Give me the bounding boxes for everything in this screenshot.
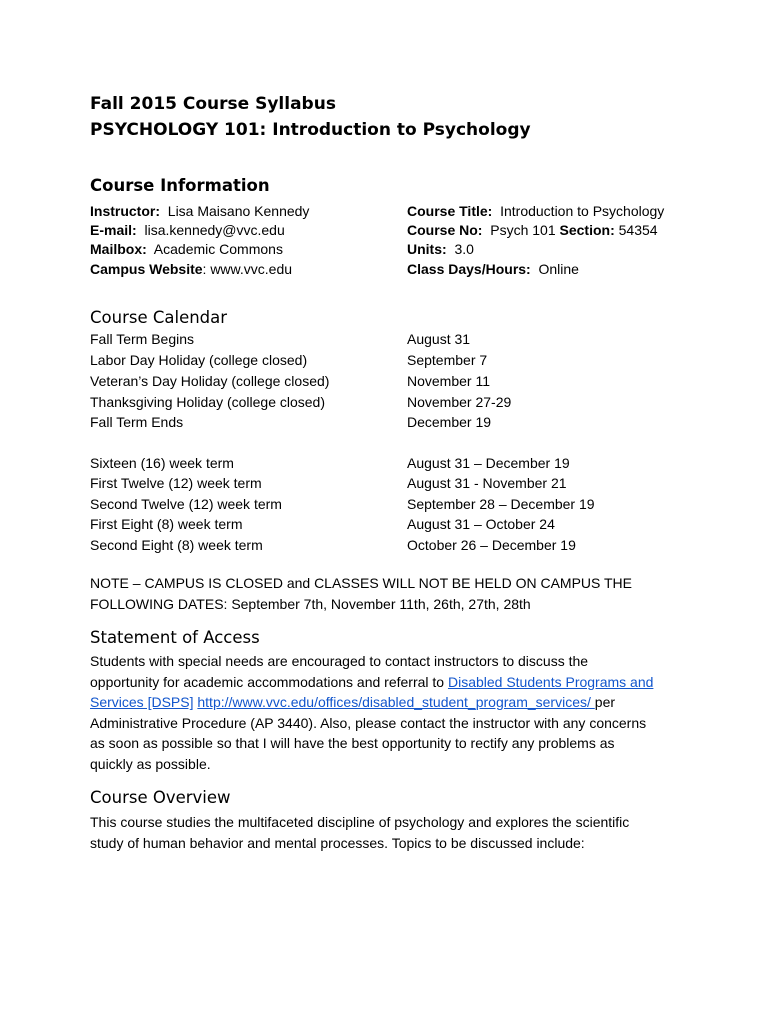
calendar-event-date: November 11 xyxy=(407,373,491,389)
access-line: Students with special needs are encouraged to contact instructors to discuss the xyxy=(90,653,589,669)
calendar-event-date: September 7 xyxy=(407,352,488,368)
instructor-label: Instructor: xyxy=(90,203,160,219)
access-line: quickly as possible. xyxy=(90,755,211,772)
course-number-value: Psych 101 xyxy=(490,222,556,238)
term-dates: August 31 – December 19 xyxy=(407,455,570,471)
overview-line: study of human behavior and mental processes. Topics to be discussed include: xyxy=(90,834,585,851)
calendar-event-label: Thanksgiving Holiday (college closed) xyxy=(90,394,326,410)
campus-closed-note: NOTE – CAMPUS IS CLOSED and CLASSES WILL NOT BE HELD ON CAMPUS THE xyxy=(90,575,633,591)
mailbox-value: Academic Commons xyxy=(153,241,283,257)
email-row xyxy=(90,221,285,240)
units-value: 3.0 xyxy=(454,241,474,257)
class-days-label: Class Days/Hours: xyxy=(407,261,531,277)
term-dates: October 26 – December 19 xyxy=(407,537,576,553)
dsps-link[interactable]: Disabled Students Programs and xyxy=(447,673,654,690)
course-number-row xyxy=(407,221,658,240)
course-title-heading: PSYCHOLOGY 101: Introduction to Psychology xyxy=(90,120,531,140)
calendar-event-date: November 27-29 xyxy=(407,394,512,410)
term-label: Second Eight (8) week term xyxy=(90,537,263,553)
term-dates: September 28 – December 19 xyxy=(407,496,595,512)
course-number-label: Course No: xyxy=(407,222,483,238)
course-overview-text xyxy=(90,812,710,853)
course-information-heading: Course Information xyxy=(90,176,270,195)
instructor-value: Lisa Maisano Kennedy xyxy=(167,203,310,219)
calendar-event-label: Veteran’s Day Holiday (college closed) xyxy=(90,373,330,389)
dsps-link-continued[interactable]: Services [DSPS] xyxy=(90,694,194,711)
term-dates: August 31 - November 21 xyxy=(407,475,567,491)
class-days-value: Online xyxy=(538,261,579,277)
syllabus-title: Fall 2015 Course Syllabus xyxy=(90,94,336,114)
statement-of-access-text xyxy=(90,651,710,775)
calendar-event-label: Labor Day Holiday (college closed) xyxy=(90,352,308,368)
statement-of-access-heading: Statement of Access xyxy=(90,628,260,647)
units-label: Units: xyxy=(407,241,447,257)
class-days-row xyxy=(407,260,579,279)
term-label: Second Twelve (12) week term xyxy=(90,496,282,512)
calendar-event-date: August 31 xyxy=(407,331,471,347)
overview-line: This course studies the multifaceted discipline of psychology and explores the scientific xyxy=(90,814,630,830)
term-label: First Twelve (12) week term xyxy=(90,475,262,491)
calendar-event-label: Fall Term Begins xyxy=(90,331,195,347)
calendar-event-label: Fall Term Ends xyxy=(90,414,184,430)
access-line: per xyxy=(594,694,616,711)
section-value: 54354 xyxy=(618,222,658,238)
course-title-label: Course Title: xyxy=(407,203,493,219)
term-label: Sixteen (16) week term xyxy=(90,455,234,471)
course-title-value: Introduction to Psychology xyxy=(500,203,665,219)
calendar-event-date: December 19 xyxy=(407,414,492,430)
email-label: E-mail: xyxy=(90,222,137,238)
term-dates: August 31 – October 24 xyxy=(407,516,555,532)
mailbox-row xyxy=(90,240,283,259)
access-line: as soon as possible so that I will have the best opportunity to rectify any problems as xyxy=(90,735,615,752)
dsps-url-link[interactable]: http://www.vvc.edu/offices/disabled_student_program_services/ xyxy=(197,694,595,711)
campus-closed-dates: FOLLOWING DATES: September 7th, November 11th, 26th, 27th, 28th xyxy=(90,596,531,612)
website-row xyxy=(90,260,292,279)
mailbox-label: Mailbox: xyxy=(90,241,147,257)
course-calendar-heading: Course Calendar xyxy=(90,308,228,327)
email-value: lisa.kennedy@vvc.edu xyxy=(144,222,285,238)
course-overview-heading: Course Overview xyxy=(90,788,231,807)
access-line: Administrative Procedure (AP 3440). Also, please contact the instructor with any concerns xyxy=(90,714,647,731)
units-row xyxy=(407,240,474,259)
section-label: Section: xyxy=(559,222,615,238)
access-line: opportunity for academic accommodations and referral to xyxy=(90,673,448,690)
website-label: Campus Website xyxy=(90,261,203,277)
course-title-row xyxy=(407,202,664,221)
website-value: : www.vvc.edu xyxy=(202,261,293,277)
instructor-row xyxy=(90,202,309,221)
term-label: First Eight (8) week term xyxy=(90,516,243,532)
